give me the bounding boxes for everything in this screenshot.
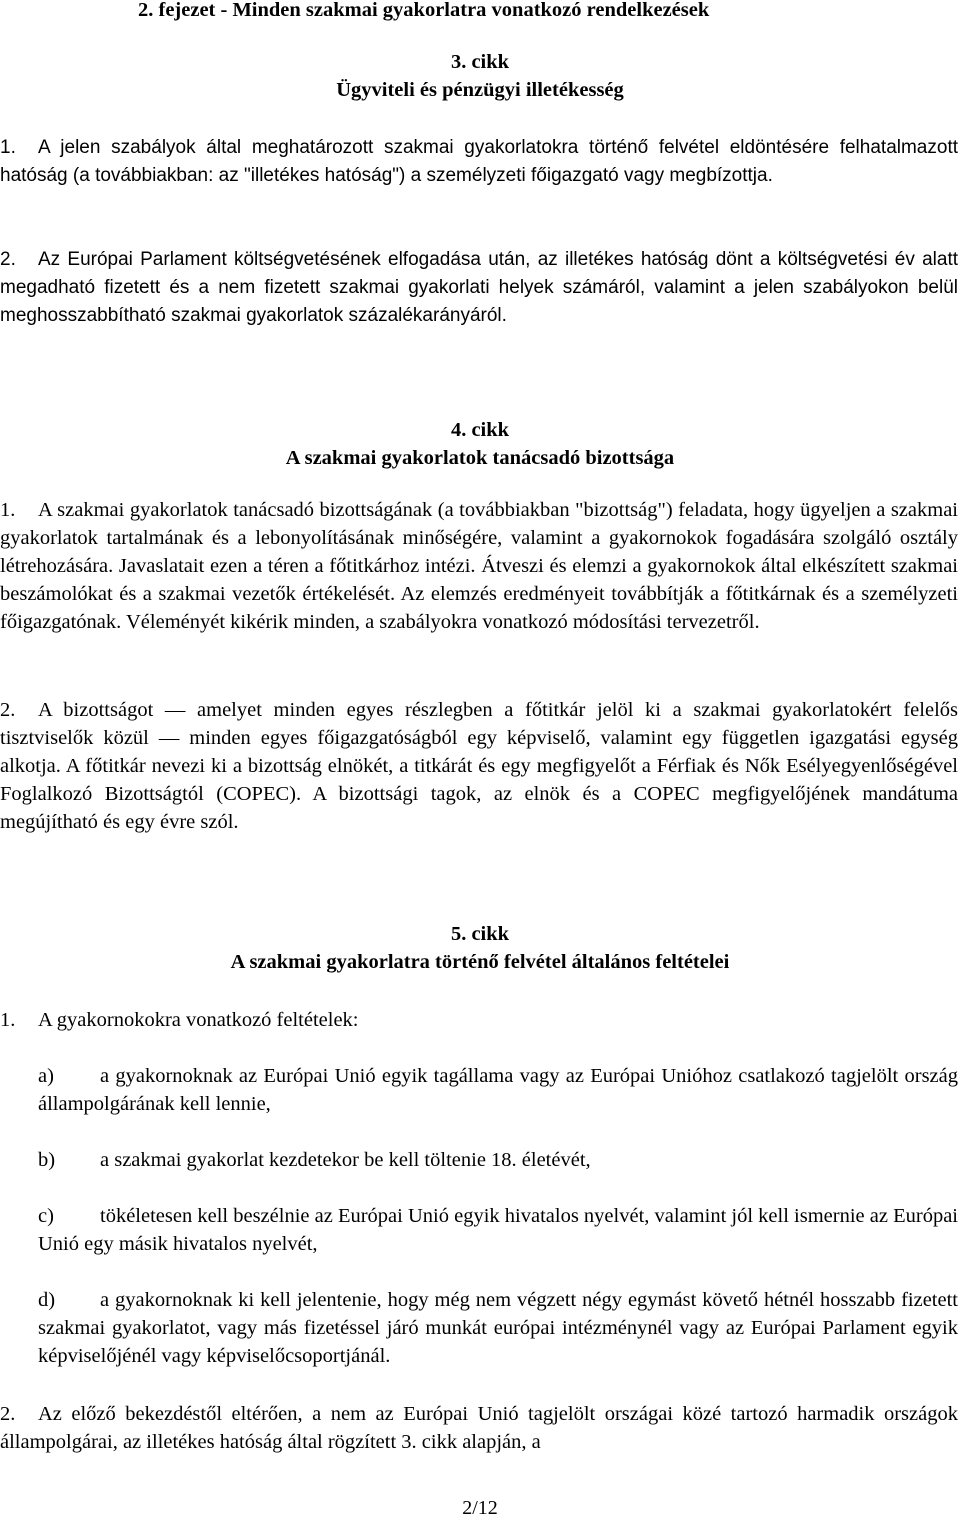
article-4-paragraph-1	[0, 496, 958, 636]
item-text: a gyakornoknak ki kell jelentenie, hogy még nem végzett négy egymást követő hétnél hosszabb fizetett szakmai gyakorlatot, vagy más fizetéssel járó munkát európai intézménynél vagy az Európai Parlament egyik képviselőjénél vagy képviselőcsoportjánál.	[38, 1289, 958, 1367]
paragraph-text: Az előző bekezdéstől eltérően, a nem az Európai Unió tagjelölt országai közé tartozó harmadik országok állampolgárai, az illetékes hatóság által rögzített 3. cikk alapján, a	[0, 1403, 958, 1453]
article-5-number: 5. cikk	[450, 923, 510, 945]
article-3-paragraph-2	[0, 246, 958, 330]
article-4-number: 4. cikk	[450, 419, 510, 441]
paragraph-text: A bizottságot — amelyet minden egyes részlegben a főtitkár jelöl ki a szakmai gyakorlatokért felelős tisztviselők közül — minden egyes főigazgatóságból egy képviselő, valamint egy független igazgatási egység alkotja. A főtitkár nevezi ki a bizottság elnökét, a titkárát és egy megfigyelőt a Férfiak és Nők Esélyegyenlőségével Foglalkozó Bizottságtól (COPEC). A bizottsági tagok, az elnök és a COPEC megfigyelőjének mandátuma megújítható és egy évre szól.	[0, 699, 958, 833]
paragraph-number: 1.	[0, 1009, 16, 1031]
item-label: b)	[38, 1149, 56, 1171]
condition-item-d	[0, 1286, 958, 1370]
paragraph-text: Az Európai Parlament költségvetésének elfogadása után, az illetékes hatóság dönt a költségvetési év alatt megadható fizetett és a nem fizetett szakmai gyakorlati helyek számáról, valamint a jelen szabályokon belül meghosszabbítható szakmai gyakorlatok százalékarányáról.	[0, 249, 958, 326]
article-5-title: A szakmai gyakorlatra történő felvétel általános feltételei	[230, 951, 730, 973]
article-3-title: Ügyviteli és pénzügyi illetékesség	[336, 79, 624, 101]
item-text: a szakmai gyakorlat kezdetekor be kell töltenie 18. életévét,	[100, 1149, 591, 1171]
paragraph-number: 1.	[0, 137, 16, 158]
article-4-title: A szakmai gyakorlatok tanácsadó bizottsága	[285, 447, 675, 469]
item-label: d)	[38, 1289, 56, 1311]
paragraph-text: A gyakornokokra vonatkozó feltételek:	[38, 1009, 359, 1031]
item-label: a)	[38, 1065, 54, 1087]
item-label: c)	[38, 1205, 54, 1227]
page-number: 2/12	[462, 1497, 498, 1519]
condition-item-b	[0, 1146, 958, 1174]
paragraph-text: A jelen szabályok által meghatározott szakmai gyakorlatokra történő felvétel eldöntésére felhatalmazott hatóság (a továbbiakban: az "illetékes hatóság") a személyzeti főigazgató vagy megbízottja.	[0, 137, 958, 186]
paragraph-number: 2.	[0, 699, 16, 721]
paragraph-number: 2.	[0, 249, 16, 270]
chapter-title: 2. fejezet - Minden szakmai gyakorlatra vonatkozó rendelkezések	[138, 0, 710, 21]
article-4-paragraph-2	[0, 696, 958, 836]
article-5-paragraph-1	[0, 1006, 958, 1034]
paragraph-number: 2.	[0, 1403, 16, 1425]
item-text: tökéletesen kell beszélnie az Európai Unió egyik hivatalos nyelvét, valamint jól kell ismernie az Európai Unió egy másik hivatalos nyelvét,	[38, 1205, 958, 1255]
paragraph-text: A szakmai gyakorlatok tanácsadó bizottságának (a továbbiakban "bizottság") feladata, hogy ügyeljen a szakmai gyakorlatok tartalmának és a lebonyolításának minőségére, valamint a gyakornokok fogadására szolgáló osztály létrehozására. Javaslatait ezen a téren a főtitkárhoz intézi. Átveszi és elemzi a gyakornokok által elkészített szakmai beszámolókat és a szakmai vezetők értékelését. Az elemzés eredményeit továbbítják a főtitkárnak és a személyzeti főigazgatónak. Véleményét kikérik minden, a szabályokra vonatkozó módosítási tervezetről.	[0, 499, 958, 633]
condition-item-a	[0, 1062, 958, 1118]
article-3-paragraph-1	[0, 134, 958, 190]
article-5-paragraph-2	[0, 1400, 958, 1456]
condition-item-c	[0, 1202, 958, 1258]
article-3-number: 3. cikk	[450, 51, 510, 73]
paragraph-number: 1.	[0, 499, 16, 521]
item-text: a gyakornoknak az Európai Unió egyik tagállama vagy az Európai Unióhoz csatlakozó tagjelölt ország állampolgárának kell lennie,	[38, 1065, 958, 1115]
